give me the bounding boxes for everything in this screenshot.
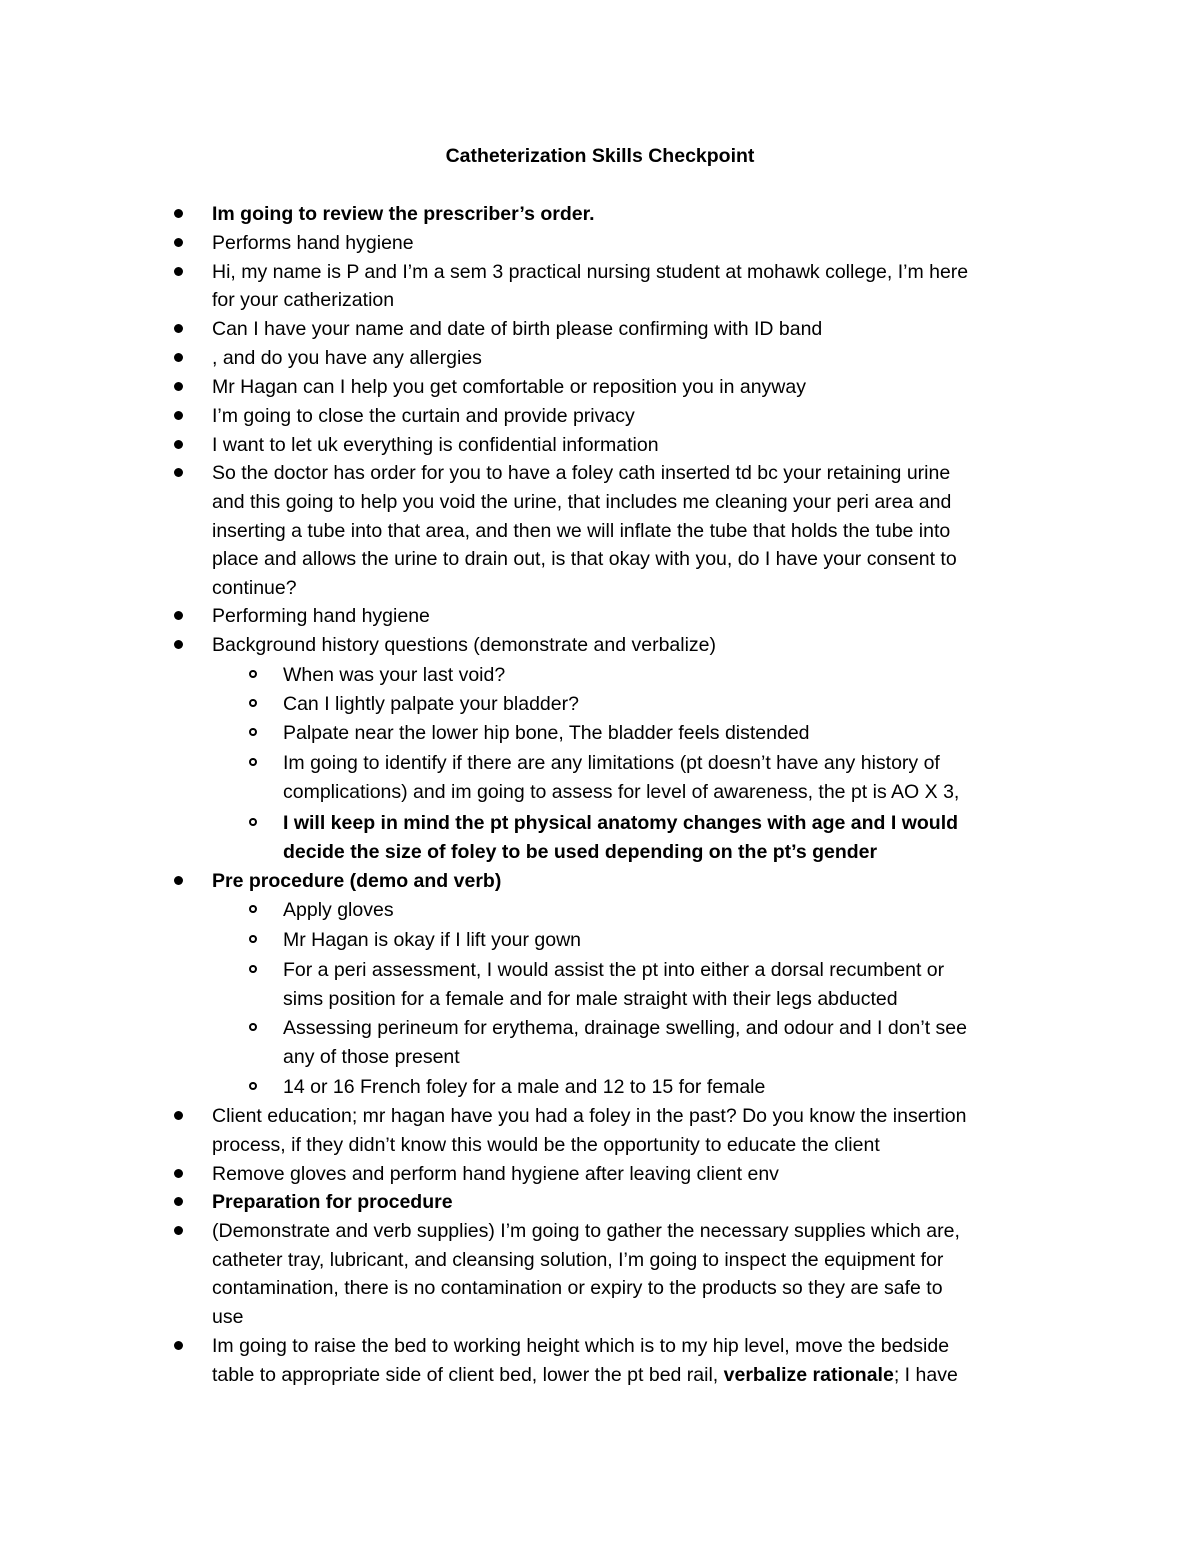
list-item-text: continue? [212, 577, 297, 599]
text-span: ; I have [893, 1364, 958, 1386]
list-item-text: catheter tray, lubricant, and cleansing solution, I’m going to inspect the equipment for [212, 1249, 944, 1271]
list-item-text: contamination, there is no contamination or expiry to the products so they are safe to [212, 1277, 943, 1299]
text-span: table to appropriate side of client bed, lower the pt bed rail, [212, 1364, 724, 1386]
list-item-text: complications) and im going to assess for level of awareness, the pt is AO X 3, [283, 781, 960, 803]
bold-text-span: verbalize rationale [723, 1364, 894, 1386]
bullet-icon [174, 440, 183, 449]
list-item-text: Pre procedure (demo and verb) [212, 870, 502, 892]
bullet-icon [174, 876, 183, 885]
bullet-icon [174, 611, 183, 620]
list-item-text: Apply gloves [283, 899, 394, 921]
list-item-text: place and allows the urine to drain out, is that okay with you, do I have your consent to [212, 548, 957, 570]
list-item-text: I will keep in mind the pt physical anatomy changes with age and I would [283, 812, 959, 834]
list-item-text: for your catherization [212, 289, 395, 311]
bullet-icon [174, 1341, 183, 1350]
bullet-icon [174, 1111, 183, 1120]
bullet-icon [174, 382, 183, 391]
list-item-text: decide the size of foley to be used depending on the pt’s gender [283, 841, 878, 863]
list-item-text: Performs hand hygiene [212, 232, 414, 254]
sub-bullet-icon [249, 758, 257, 766]
sub-bullet-icon [249, 818, 257, 826]
list-item-text: Hi, my name is P and I’m a sem 3 practical nursing student at mohawk college, I’m here [212, 261, 969, 283]
bullet-icon [174, 640, 183, 649]
sub-bullet-icon [249, 935, 257, 943]
sub-bullet-icon [249, 1082, 257, 1090]
list-item-text: Performing hand hygiene [212, 605, 430, 627]
list-item-text: Im going to review the prescriber’s order. [212, 203, 595, 225]
list-item-text: Can I lightly palpate your bladder? [283, 693, 579, 715]
list-item-text [212, 1361, 958, 1389]
list-item-text: Im going to identify if there are any limitations (pt doesn’t have any history of [283, 752, 940, 774]
sub-bullet-icon [249, 670, 257, 678]
bullet-icon [174, 353, 183, 362]
list-item-text: Palpate near the lower hip bone, The bladder feels distended [283, 722, 810, 744]
list-item-text: When was your last void? [283, 664, 506, 686]
list-item-text: Mr Hagan can I help you get comfortable or reposition you in anyway [212, 376, 806, 398]
list-item-text: any of those present [283, 1046, 460, 1068]
list-item-text: I’m going to close the curtain and provide privacy [212, 405, 635, 427]
bullet-icon [174, 209, 183, 218]
list-item-text: Im going to raise the bed to working height which is to my hip level, move the bedside [212, 1335, 950, 1357]
list-item-text: I want to let uk everything is confidential information [212, 434, 659, 456]
bullet-icon [174, 1169, 183, 1178]
list-item-text: Preparation for procedure [212, 1191, 453, 1213]
list-item-text: sims position for a female and for male straight with their legs abducted [283, 988, 898, 1010]
list-item-text: Remove gloves and perform hand hygiene after leaving client env [212, 1163, 779, 1185]
sub-bullet-icon [249, 965, 257, 973]
sub-bullet-icon [249, 1023, 257, 1031]
list-item-text: (Demonstrate and verb supplies) I’m going to gather the necessary supplies which are, [212, 1220, 960, 1242]
list-item-text: Assessing perineum for erythema, drainage swelling, and odour and I don’t see [283, 1017, 967, 1039]
bullet-icon [174, 267, 183, 276]
list-item-text: So the doctor has order for you to have a foley cath inserted td bc your retaining urine [212, 462, 951, 484]
sub-bullet-icon [249, 728, 257, 736]
sub-bullet-icon [249, 699, 257, 707]
bullet-icon [174, 1226, 183, 1235]
bullet-icon [174, 411, 183, 420]
list-item-text: For a peri assessment, I would assist the pt into either a dorsal recumbent or [283, 959, 945, 981]
list-item-text: Background history questions (demonstrate and verbalize) [212, 634, 717, 656]
list-item-text: Can I have your name and date of birth please confirming with ID band [212, 318, 823, 340]
page-title: Catheterization Skills Checkpoint [445, 145, 755, 167]
list-item-text: Mr Hagan is okay if I lift your gown [283, 929, 582, 951]
bullet-icon [174, 238, 183, 247]
list-item-text: process, if they didn’t know this would be the opportunity to educate the client [212, 1134, 880, 1156]
list-item-text: , and do you have any allergies [212, 347, 482, 369]
bullet-icon [174, 468, 183, 477]
list-item-text: use [212, 1306, 244, 1328]
list-item-text: 14 or 16 French foley for a male and 12 to 15 for female [283, 1076, 766, 1098]
bullet-icon [174, 1197, 183, 1206]
bullet-icon [174, 324, 183, 333]
list-item-text: and this going to help you void the urine, that includes me cleaning your peri area and [212, 491, 952, 513]
list-item-text: Client education; mr hagan have you had a foley in the past? Do you know the insertion [212, 1105, 967, 1127]
sub-bullet-icon [249, 905, 257, 913]
list-item-text: inserting a tube into that area, and then we will inflate the tube that holds the tube into [212, 520, 951, 542]
